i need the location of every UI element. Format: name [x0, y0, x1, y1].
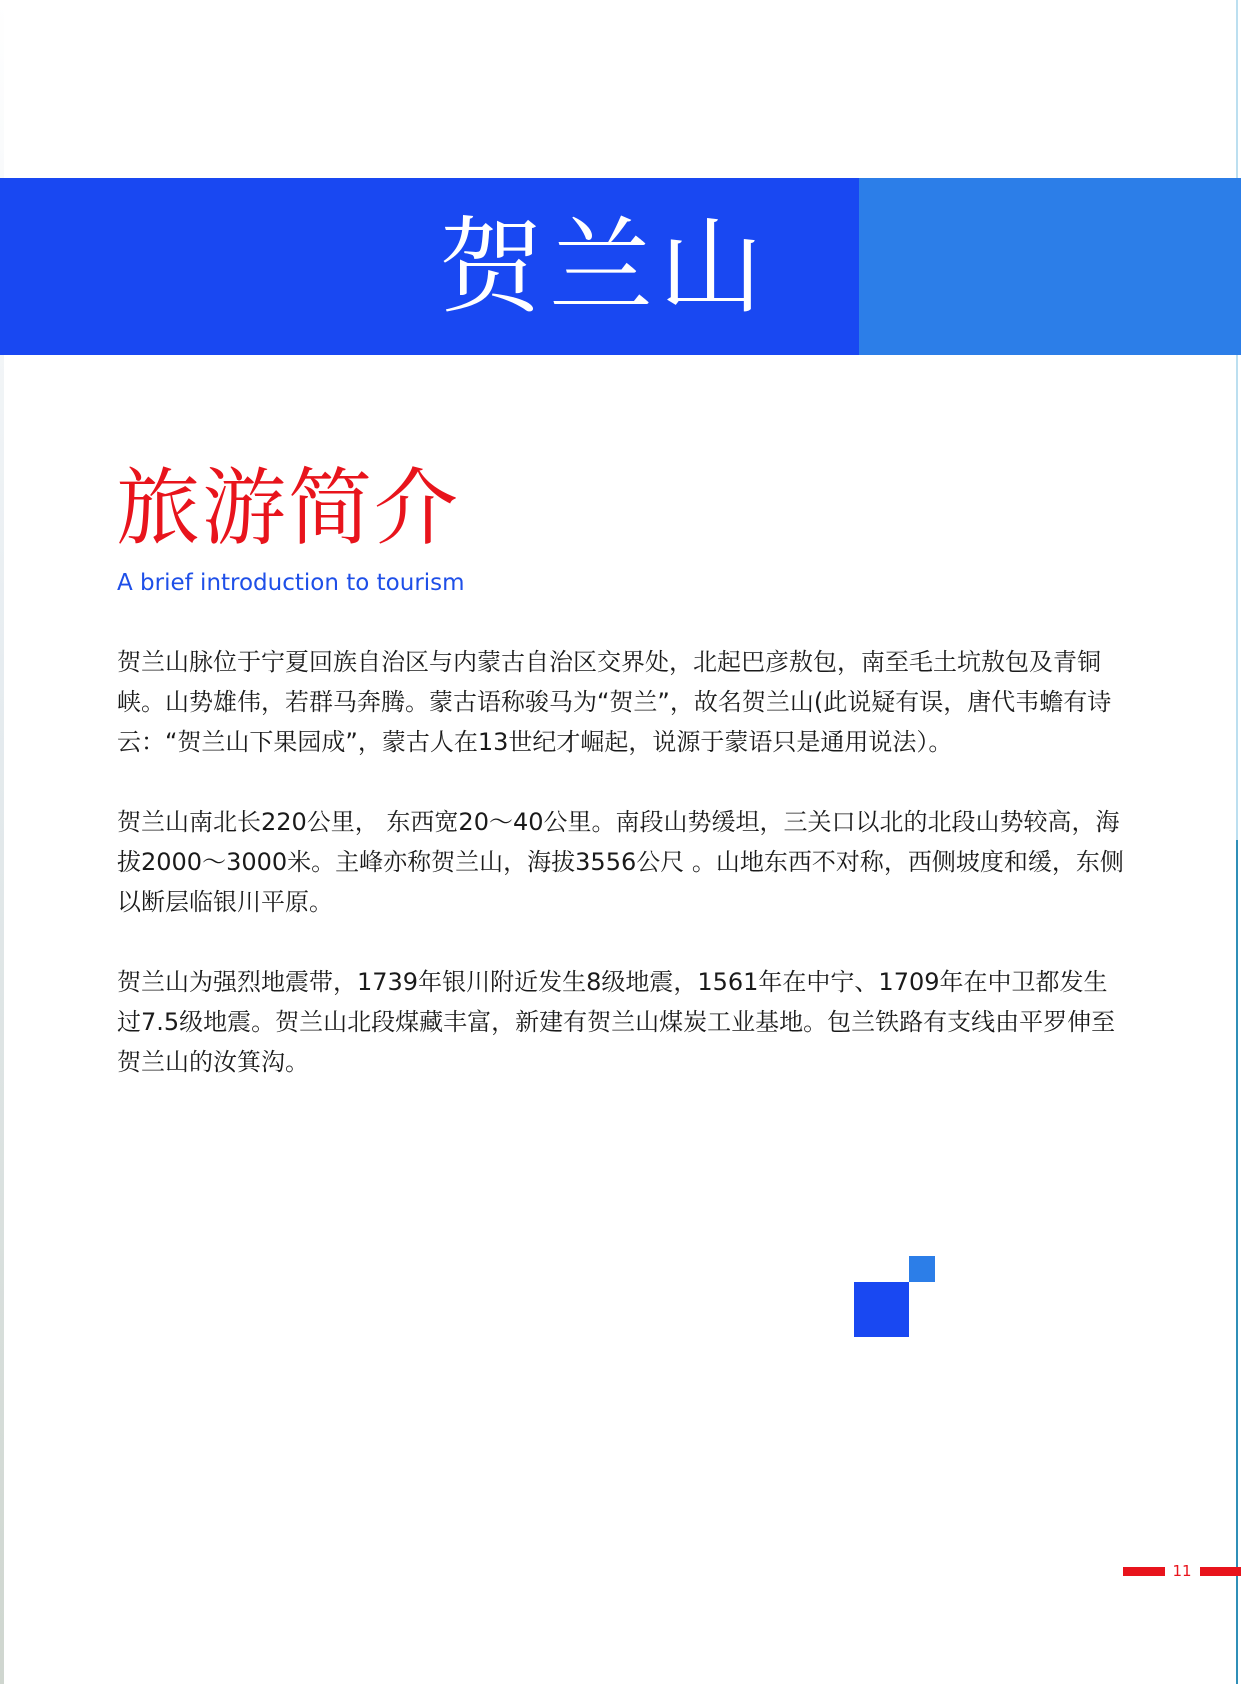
body-paragraph-1: 贺兰山脉位于宁夏回族自治区与内蒙古自治区交界处，北起巴彦敖包，南至毛土坑敖包及青铜峡。山势雄伟，若群马奔腾。蒙古语称骏马为“贺兰”，故名贺兰山(此说疑有误，唐代韦蟾有诗云：“贺兰山下果园成”，蒙古人在13世纪才崛起，说源于蒙语只是通用说法）。 — [117, 648, 1112, 756]
decorative-square-large — [854, 1282, 909, 1337]
page-number: 11 — [1172, 1562, 1192, 1580]
page-right-edge-line-lower — [1236, 840, 1238, 1684]
page-number-bar-left — [1123, 1567, 1165, 1576]
page-title: 贺兰山 — [438, 205, 769, 328]
page-number-bar-right — [1200, 1567, 1241, 1576]
body-paragraph-3: 贺兰山为强烈地震带，1739年银川附近发生8级地震，1561年在中宁、1709年在中卫都发生过7.5级地震。贺兰山北段煤藏丰富，新建有贺兰山煤炭工业基地。包兰铁路有支线由平罗伸至贺兰山的汝箕沟。 — [117, 968, 1116, 1076]
body-paragraph-2: 贺兰山南北长220公里， 东西宽20～40公里。南段山势缓坦，三关口以北的北段山势较高，海拔2000～3000米。主峰亦称贺兰山，海拔3556公尺 。山地东西不对称，西侧坡度和缓，东侧以断层临银川平原。 — [117, 808, 1124, 916]
section-subtitle: A brief introduction to tourism — [117, 570, 465, 596]
decorative-square-small — [909, 1256, 935, 1282]
section-title: 旅游简介 — [116, 459, 461, 557]
